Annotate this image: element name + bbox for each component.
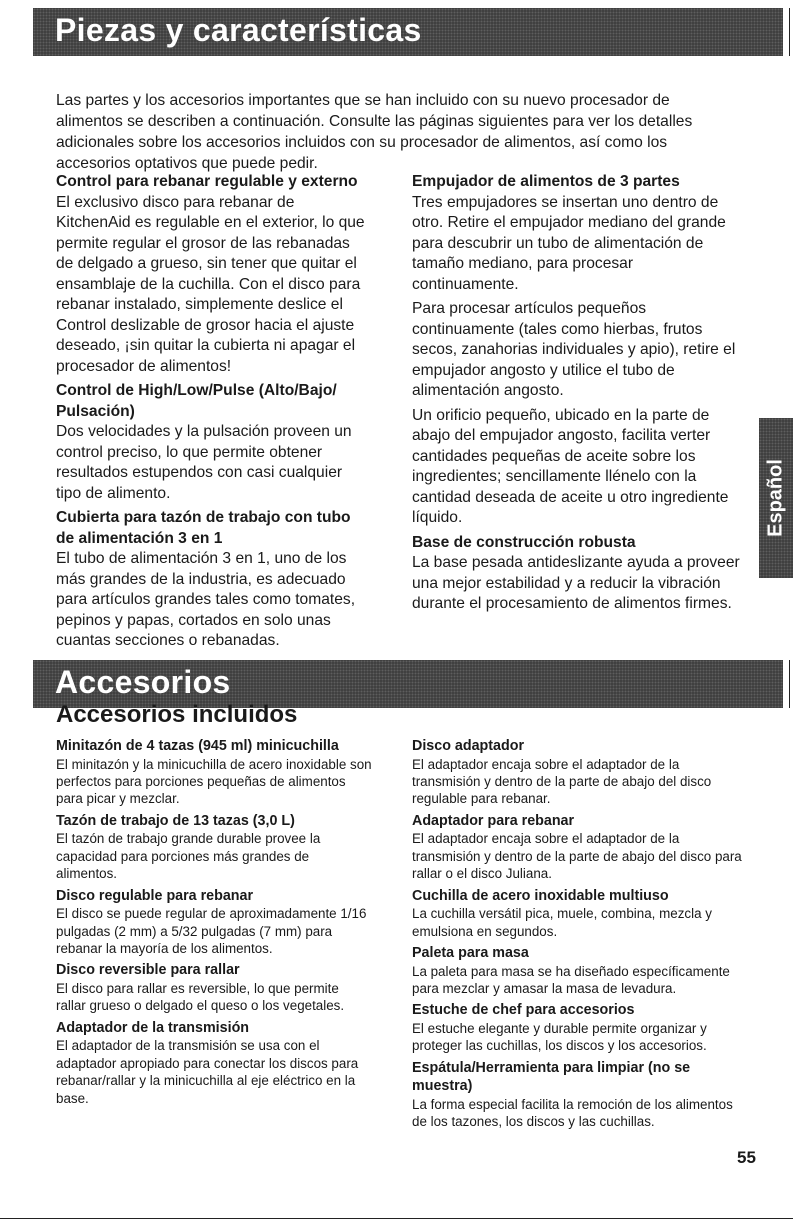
feature-description: El tubo de alimentación 3 en 1, uno de los más grandes de la industria, es adecuado para artículos grandes tales como tomates, pepinos y papas, cortados en solo unas cuantas secciones o rebanadas. [56, 550, 356, 649]
footer-rule [0, 1218, 793, 1219]
feature-description: El adaptador de la transmisión se usa con el adaptador apropiado para conectar los discos para rebanar/rallar y la minicuchilla al eje eléctrico en la base. [56, 1038, 359, 1106]
feature-description: Para procesar artículos pequeños continuamente (tales como hierbas, frutos secos, zanahorias individuales y apio), retire el empujador angosto y utilice el tubo de alimentación angosto. [412, 300, 736, 399]
feature-description: La base pesada antideslizante ayuda a proveer una mejor estabilidad y a reducir la vibración durante el procesamiento de alimentos firmes. [412, 554, 740, 612]
feature-heading: Control para rebanar regulable y externo [56, 173, 358, 190]
feature-heading: Disco regulable para rebanar [56, 887, 254, 904]
feature-heading: Espátula/Herramienta para limpiar (no se muestra) [412, 1059, 691, 1095]
feature-description: La cuchilla versátil pica, muele, combina, mezcla y emulsiona en segundos. [412, 906, 712, 939]
accessories-left-column [56, 737, 372, 1111]
feature-description: El disco se puede regular de aproximadamente 1/16 pulgadas (2 mm) a 5/32 pulgadas (7 mm) para rebanar la mayoría de los alimentos. [56, 906, 367, 957]
feature-description: El estuche elegante y durable permite organizar y proteger las cuchillas, los discos y los accesorios. [412, 1021, 707, 1054]
feature-heading: Disco reversible para rallar [56, 962, 240, 979]
feature-description: El minitazón y la minicuchilla de acero inoxidable son perfectos para porciones pequeñas de alimentos para picar y mezclar. [56, 756, 372, 807]
feature-heading: Estuche de chef para accesorios [412, 1002, 635, 1019]
feature-heading: Paleta para masa [412, 945, 529, 962]
intro-paragraph: Las partes y los accesorios importantes que se han incluido con su nuevo procesador de alimentos se describen a continuación. Consulte las páginas siguientes para ver los detalles adicionales sobre los accesorios incluidos con su procesador de alimentos, así como los accesorios optativos que puede pedir. [56, 92, 693, 172]
feature-heading: Tazón de trabajo de 13 tazas (3,0 L) [56, 812, 295, 829]
feature-description: El tazón de trabajo grande durable provee la capacidad para porciones más grandes de alimentos. [56, 831, 321, 882]
feature-description: Un orificio pequeño, ubicado en la parte de abajo del empujador angosto, facilita verter cantidades pequeñas de aceite sobre los ingredientes; sencillamente llénelo con la cantidad deseada de aceite u otro ingrediente líquido. [412, 406, 729, 526]
feature-description: La forma especial facilita la remoción de los alimentos de los tazones, los discos y las cuchillas. [412, 1097, 733, 1130]
feature-description: El disco para rallar es reversible, lo que permite rallar grueso o delgado el queso o los vegetales. [56, 981, 345, 1014]
feature-heading: Base de construcción robusta [412, 533, 636, 551]
feature-heading: Disco adaptador [412, 738, 525, 754]
page-edge-line [789, 8, 790, 56]
language-tab-label: Español [764, 459, 787, 537]
feature-heading: Minitazón de 4 tazas (945 ml) minicuchilla [56, 738, 339, 754]
feature-heading: Cuchilla de acero inoxidable multiuso [412, 887, 669, 904]
feature-heading: Adaptador de la transmisión [56, 1019, 250, 1036]
feature-heading: Empujador de alimentos de 3 partes [412, 173, 680, 190]
accessories-right-column [412, 737, 748, 1135]
feature-description: Tres empujadores se insertan uno dentro de otro. Retire el empujador mediano del grande para descubrir un tubo de alimentación de tamaño mediano, para procesar continuamente. [412, 193, 726, 293]
feature-description: La paleta para masa se ha diseñado específicamente para mezclar y amasar la masa de levadura. [412, 963, 730, 997]
page-edge-line [789, 660, 790, 708]
feature-description: El adaptador encaja sobre el adaptador de la transmisión y dentro de la parte de abajo del disco para rallar o el disco Juliana. [412, 831, 742, 882]
section-banner-parts [33, 8, 783, 56]
parts-right-column [412, 172, 740, 619]
page-number: 55 [737, 1148, 756, 1167]
feature-description: Dos velocidades y la pulsación proveen un control preciso, lo que permite obtener resultados estupendos con casi cualquier tipo de alimento. [56, 423, 352, 502]
feature-heading: Adaptador para rebanar [412, 812, 575, 829]
section-title-accessories: Accesorios [55, 664, 231, 700]
parts-left-column [56, 172, 368, 656]
feature-heading: Cubierta para tazón de trabajo con tubo de alimentación 3 en 1 [56, 509, 351, 547]
feature-description: El adaptador encaja sobre el adaptador de la transmisión y dentro de la parte de abajo del disco regulable para rebanar. [412, 756, 712, 807]
language-tab [759, 418, 793, 578]
feature-description: El exclusivo disco para rebanar de KitchenAid es regulable en el exterior, lo que permite regular el grosor de las rebanadas de delgado a grueso, sin tener que quitar el ensamblaje de la cuchilla. Con el disco para rebanar instalado, simplemente deslice el Control deslizable de grosor hacia el ajuste deseado, ¡sin quitar la cubierta ni apagar el procesador de alimentos! [56, 193, 365, 375]
section-title-parts: Piezas y características [55, 12, 422, 48]
feature-heading: Control de High/Low/Pulse (Alto/Bajo/ Pulsación) [56, 382, 337, 420]
subsection-title: Accesorios incluidos [56, 701, 298, 728]
